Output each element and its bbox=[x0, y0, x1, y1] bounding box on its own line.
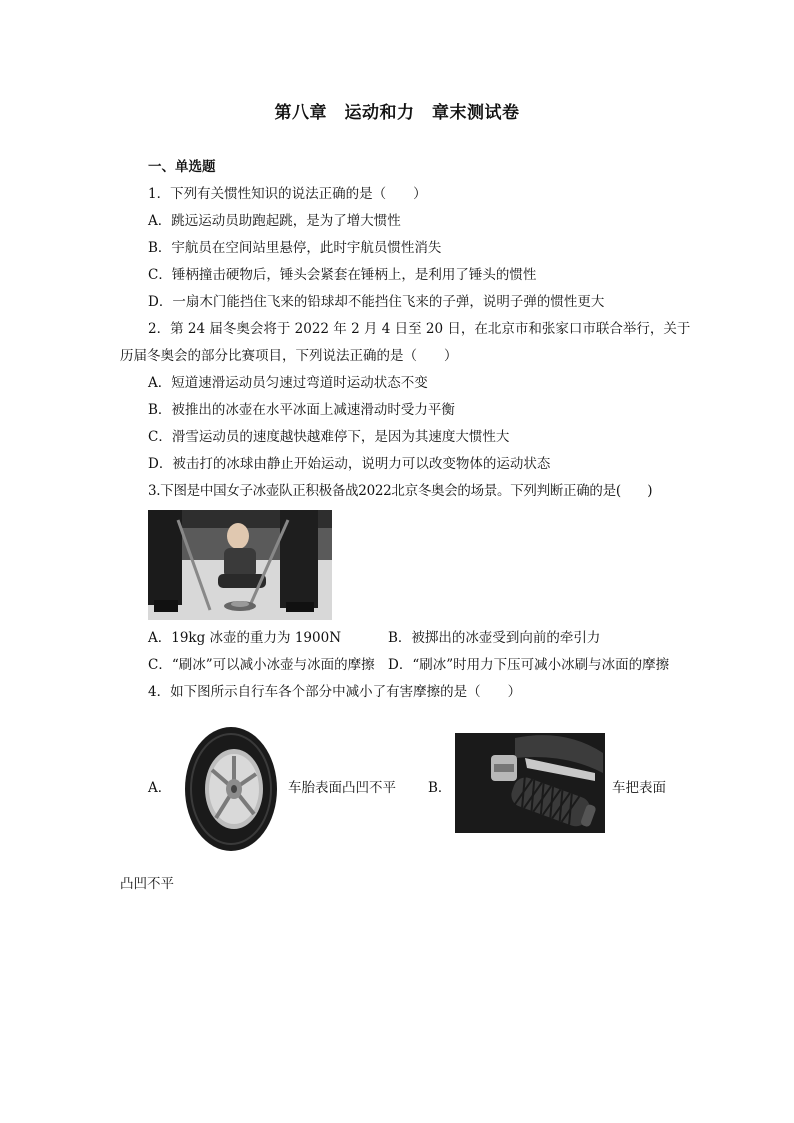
q4-option-b-text-line1: 车把表面 bbox=[612, 780, 666, 796]
section-heading: 一、单选题 bbox=[148, 159, 216, 175]
q2-option-a: A．短道速滑运动员匀速过弯道时运动状态不变 bbox=[148, 375, 428, 391]
q4-stem: 4．如下图所示自行车各个部分中减小了有害摩擦的是（ ） bbox=[148, 684, 522, 700]
curling-illustration bbox=[148, 510, 332, 620]
q2-stem-line1: 2．第 24 届冬奥会将于 2022 年 2 月 4 日至 20 日，在北京市和张家口市联合举行，关于 bbox=[148, 321, 691, 337]
curling-team-photo bbox=[148, 510, 332, 620]
q3-option-a: A．19kg 冰壶的重力为 1900N bbox=[148, 630, 342, 646]
handlebar-icon bbox=[455, 733, 605, 833]
page-title: 第八章 运动和力 章末测试卷 bbox=[274, 103, 520, 123]
q1-option-d: D．一扇木门能挡住飞来的铅球却不能挡住飞来的子弹，说明子弹的惯性更大 bbox=[148, 294, 605, 310]
q4-option-a-label: A． bbox=[148, 780, 172, 796]
q1-stem: 1．下列有关惯性知识的说法正确的是（ ） bbox=[148, 186, 427, 202]
q2-stem-line2: 历届冬奥会的部分比赛项目，下列说法正确的是（ ） bbox=[120, 348, 458, 364]
q4-option-a-text: 车胎表面凸凹不平 bbox=[288, 780, 396, 796]
q3-option-b: B．被掷出的冰壶受到向前的牵引力 bbox=[388, 630, 601, 646]
tire-icon bbox=[184, 726, 278, 852]
q3-option-d: D．“刷冰”时用力下压可减小冰刷与冰面的摩擦 bbox=[388, 657, 670, 673]
q1-option-b: B．宇航员在空间站里悬停，此时宇航员惯性消失 bbox=[148, 240, 442, 256]
q2-option-b: B．被推出的冰壶在水平冰面上减速滑动时受力平衡 bbox=[148, 402, 455, 418]
q4-option-b-label: B． bbox=[428, 780, 452, 796]
tire-photo bbox=[184, 726, 278, 852]
q3-option-c: C．“刷冰”可以减小冰壶与冰面的摩擦 bbox=[148, 657, 375, 673]
q1-option-c: C．锤柄撞击硬物后，锤头会紧套在锤柄上，是利用了锤头的惯性 bbox=[148, 267, 537, 283]
q2-option-c: C．滑雪运动员的速度越快越难停下，是因为其速度大惯性大 bbox=[148, 429, 510, 445]
handlebar-grip-photo bbox=[455, 733, 605, 833]
q3-stem: 3.下图是中国女子冰壶队正积极备战2022北京冬奥会的场景。下列判断正确的是( ) bbox=[148, 483, 653, 499]
q2-option-d: D．被击打的冰球由静止开始运动，说明力可以改变物体的运动状态 bbox=[148, 456, 551, 472]
q4-option-b-text-line2: 凸凹不平 bbox=[120, 876, 174, 892]
q1-option-a: A．跳远运动员助跑起跳，是为了增大惯性 bbox=[148, 213, 401, 229]
